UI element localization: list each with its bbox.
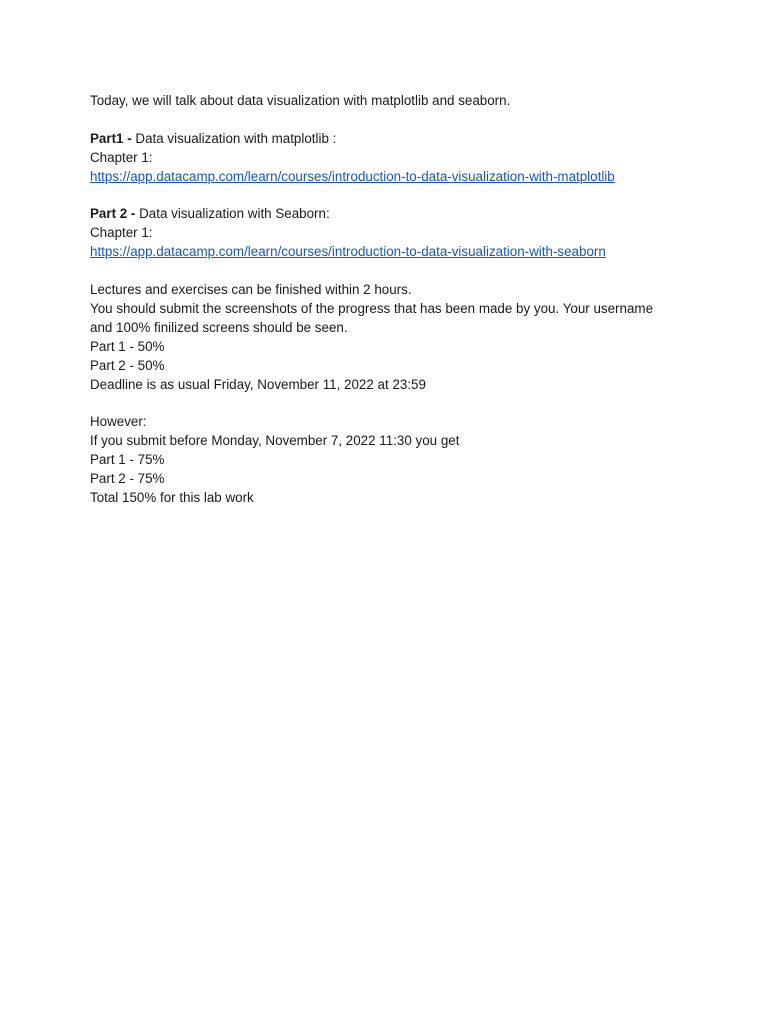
part1-course-link[interactable]: https://app.datacamp.com/learn/courses/introduction-to-data-visualization-with-matplotlib bbox=[90, 168, 615, 184]
spacer bbox=[90, 187, 710, 206]
part1-chapter: Chapter 1: bbox=[90, 149, 153, 165]
however-text: However: bbox=[90, 414, 147, 430]
intro-text: Today, we will talk about data visualization with matplotlib and seaborn. bbox=[90, 93, 511, 108]
part1-label: Part1 - bbox=[90, 130, 132, 146]
instructions-duration: Lectures and exercises can be finished within 2 hours. bbox=[90, 282, 412, 298]
part2-label: Part 2 - bbox=[90, 206, 136, 222]
bonus-grade-part1: Part 1 - 75% bbox=[90, 452, 165, 468]
instructions-submit-cont: and 100% finilized screens should be seen. bbox=[90, 319, 348, 335]
part2-course-link[interactable]: https://app.datacamp.com/learn/courses/introduction-to-data-visualization-with-seaborn bbox=[90, 244, 606, 260]
part2-link-line bbox=[90, 243, 710, 262]
spacer bbox=[90, 262, 710, 281]
grade-part2: Part 2 - 50% bbox=[90, 357, 165, 373]
part2-chapter: Chapter 1: bbox=[90, 225, 153, 241]
bonus-grade-part2: Part 2 - 75% bbox=[90, 471, 165, 487]
spacer bbox=[90, 394, 710, 413]
instructions-submit: You should submit the screenshots of the progress that has been made by you. Your username bbox=[90, 300, 654, 316]
part1-title: Data visualization with matplotlib : bbox=[131, 130, 337, 146]
part2-title: Data visualization with Seaborn: bbox=[135, 206, 330, 222]
bonus-total: Total 150% for this lab work bbox=[90, 489, 254, 505]
spacer bbox=[90, 111, 710, 130]
document-body bbox=[90, 92, 710, 508]
early-submission-text: If you submit before Monday, November 7, 2022 11:30 you get bbox=[90, 433, 460, 449]
grade-part1: Part 1 - 50% bbox=[90, 338, 165, 354]
part1-link-line bbox=[90, 168, 710, 187]
deadline-text: Deadline is as usual Friday, November 11, 2022 at 23:59 bbox=[90, 376, 426, 392]
part2-heading-line bbox=[90, 205, 710, 224]
part1-heading-line bbox=[90, 130, 710, 149]
